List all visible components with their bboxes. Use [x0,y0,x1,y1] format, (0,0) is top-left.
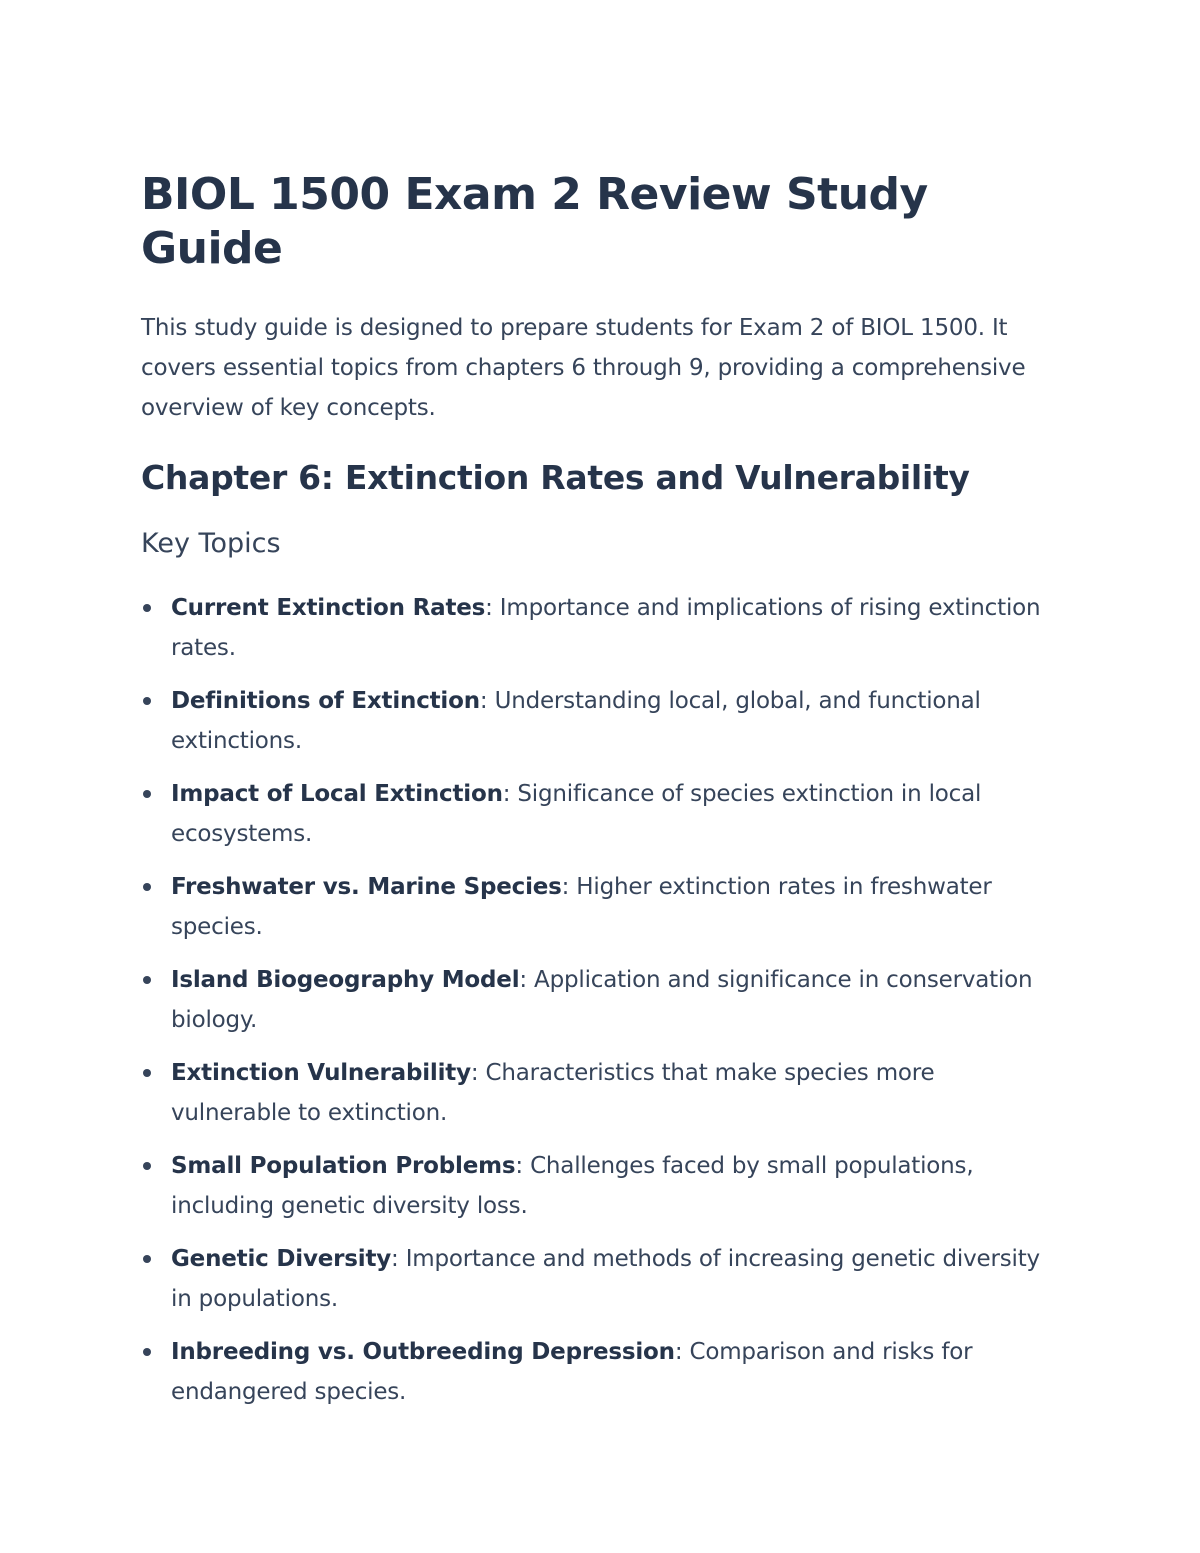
intro-paragraph: This study guide is designed to prepare students for Exam 2 of BIOL 1500. It covers essential topics from chapters 6 through 9, providing a comprehensive overview of key concepts. [141,315,1026,421]
list-item [141,1239,1041,1319]
topic-term: Extinction Vulnerability [171,1060,471,1086]
list-item [141,1146,1041,1226]
bullet-icon [143,604,151,612]
topic-term: Inbreeding vs. Outbreeding Depression [171,1339,675,1365]
document-page [141,168,1041,1425]
bullet-icon [143,697,151,705]
topic-description: : Comparison and risks for endangered species. [171,1339,973,1405]
topic-description: : Characteristics that make species more vulnerable to extinction. [171,1060,935,1126]
topic-term: Freshwater vs. Marine Species [171,874,562,900]
section-subheading: Key Topics [141,528,281,559]
bullet-icon [143,883,151,891]
topic-description: : Challenges faced by small populations, including genetic diversity loss. [171,1153,974,1219]
page-title: BIOL 1500 Exam 2 Review Study Guide [141,169,928,274]
list-item [141,588,1041,668]
topic-term: Definitions of Extinction [171,688,480,714]
list-item [141,681,1041,761]
topic-description: : Importance and implications of rising extinction rates. [171,595,1041,661]
topic-term: Island Biogeography Model [171,967,520,993]
topic-description: : Higher extinction rates in freshwater species. [171,874,992,940]
topic-description: : Significance of species extinction in local ecosystems. [171,781,982,847]
list-item [141,1332,1041,1412]
bullet-icon [143,1255,151,1263]
list-item [141,1053,1041,1133]
topic-term: Genetic Diversity [171,1246,392,1272]
topic-term: Current Extinction Rates [171,595,486,621]
list-item [141,960,1041,1040]
key-topics-list [141,588,1041,1412]
bullet-icon [143,1069,151,1077]
bullet-icon [143,1348,151,1356]
chapter-heading: Chapter 6: Extinction Rates and Vulnerability [141,458,970,497]
bullet-icon [143,1162,151,1170]
topic-term: Small Population Problems [171,1153,516,1179]
bullet-icon [143,790,151,798]
bullet-icon [143,976,151,984]
topic-description: : Importance and methods of increasing genetic diversity in populations. [171,1246,1040,1312]
topic-description: : Understanding local, global, and functional extinctions. [171,688,981,754]
topic-description: : Application and significance in conservation biology. [171,967,1033,1033]
list-item [141,774,1041,854]
list-item [141,867,1041,947]
topic-term: Impact of Local Extinction [171,781,503,807]
